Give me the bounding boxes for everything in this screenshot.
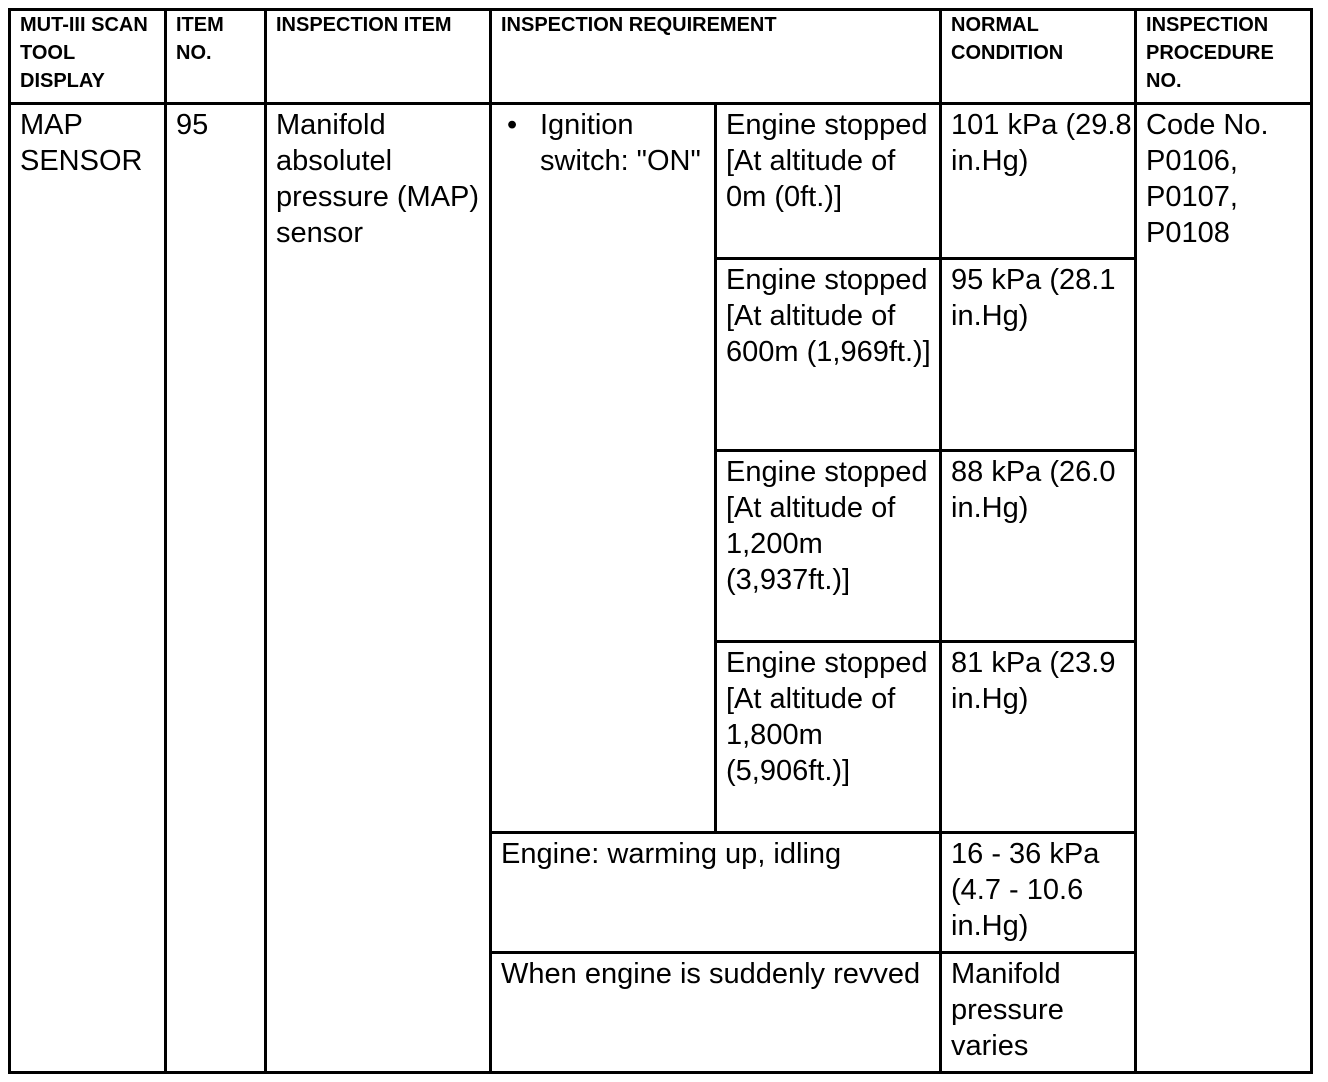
header-normal-condition: NORMAL CONDITION <box>941 10 1136 104</box>
header-inspection-requirement: INSPECTION REQUIREMENT <box>491 10 941 104</box>
normal-condition-cell: 88 kPa (26.0 in.Hg) <box>941 451 1136 642</box>
revved-requirement-cell: When engine is suddenly revved <box>491 953 941 1073</box>
header-inspection-item: INSPECTION ITEM <box>266 10 491 104</box>
normal-condition-cell: 95 kPa (28.1 in.Hg) <box>941 259 1136 451</box>
requirement-cell: Engine stopped [At altitude of 1,800m (5,906ft.)] <box>716 642 941 833</box>
inspection-item-cell: Manifold absolutel pressure (MAP) sensor <box>266 104 491 1073</box>
table-row <box>10 104 1312 259</box>
procedure-no-cell: Code No. P0106, P0107, P0108 <box>1136 104 1312 1073</box>
ignition-condition-text: Ignition switch: "ON" <box>540 109 701 177</box>
requirement-cell: Engine stopped [At altitude of 0m (0ft.)] <box>716 104 941 259</box>
bullet-icon: • <box>507 109 518 141</box>
header-scan-tool-display: MUT-III SCAN TOOL DISPLAY <box>10 10 166 104</box>
scan-tool-display-cell: MAP SENSOR <box>10 104 166 1073</box>
header-row <box>10 10 1312 104</box>
warm-idle-normal-cell: 16 - 36 kPa (4.7 - 10.6 in.Hg) <box>941 833 1136 953</box>
inspection-table <box>8 8 1313 1074</box>
requirement-cell: Engine stopped [At altitude of 1,200m (3,937ft.)] <box>716 451 941 642</box>
requirement-cell: Engine stopped [At altitude of 600m (1,969ft.)] <box>716 259 941 451</box>
normal-condition-cell: 81 kPa (23.9 in.Hg) <box>941 642 1136 833</box>
normal-condition-cell: 101 kPa (29.8 in.Hg) <box>941 104 1136 259</box>
revved-normal-cell: Manifold pressure varies <box>941 953 1136 1073</box>
item-no-cell: 95 <box>166 104 266 1073</box>
warm-idle-requirement-cell: Engine: warming up, idling <box>491 833 941 953</box>
header-item-no: ITEM NO. <box>166 10 266 104</box>
ignition-condition-cell <box>491 104 716 833</box>
header-procedure-no: INSPECTION PROCEDURE NO. <box>1136 10 1312 104</box>
